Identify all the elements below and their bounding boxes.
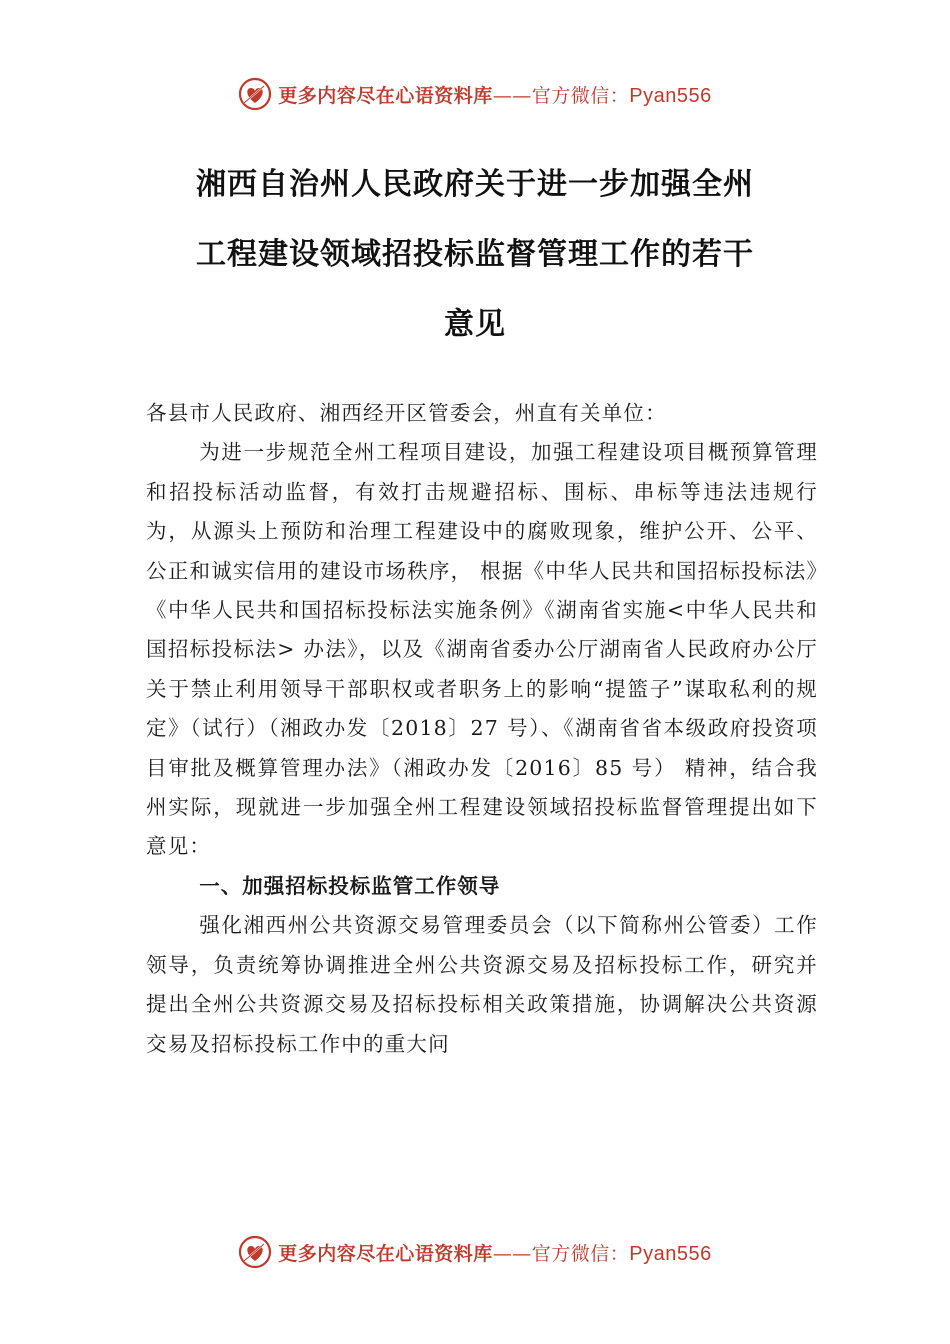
watermark-wechat-id: Pyan556: [629, 1242, 712, 1265]
watermark-label: 官方微信：: [531, 84, 630, 107]
heart-logo-icon: [238, 77, 272, 111]
watermark-text: [278, 1239, 712, 1266]
watermark-wechat-id: Pyan556: [629, 84, 712, 107]
watermark-main: 更多内容尽在心语资料库: [278, 1242, 493, 1265]
document-body: [146, 394, 818, 1064]
watermark-text: [278, 81, 712, 108]
watermark-footer: [0, 1232, 950, 1272]
paragraph-section-1: 强化湘西州公共资源交易管理委员会（以下简称州公管委）工作领导，负责统筹协调推进全州公共资源交易及招标投标工作，研究并提出全州公共资源交易及招标投标相关政策措施，协调解决公共资源交易及招标投标工作中的重大问: [146, 913, 818, 1056]
section-heading-1: 一、加强招标投标监管工作领导: [199, 873, 501, 898]
salutation: 各县市人民政府、湘西经开区管委会，州直有关单位：: [146, 401, 667, 425]
watermark-main: 更多内容尽在心语资料库: [278, 84, 493, 107]
heart-logo-icon: [238, 1235, 272, 1269]
watermark-label: 官方微信：: [531, 1242, 630, 1265]
paragraph-intro: 为进一步规范全州工程项目建设，加强工程建设项目概预算管理和招投标活动监督，有效打击规避招标、围标、串标等违法违规行为，从源头上预防和治理工程建设中的腐败现象，维护公开、公平、公正和诚实信用的建设市场秩序， 根据《中华人民共和国招标投标法》《中华人民共和国招标投标法实施条例》《湖南省实施<中华人民共和国招标投标法> 办法》，以及《湖南省委办公厅湖南省人民政府办公厅关于禁止利用领导干部职权或者职务上的影响“提篮子”谋取私利的规定》（试行）（湘政办发〔2018〕27 号）、《湖南省省本级政府投资项目审批及概算管理办法》（湘政办发〔2016〕85 号） 精神，结合我州实际，现就进一步加强全州工程建设领域招投标监督管理提出如下意见：: [146, 440, 818, 859]
document-title: [140, 150, 810, 360]
watermark-separator: ——: [492, 1242, 532, 1265]
title-line-2: 工程建设领域招投标监督管理工作的若干: [196, 237, 754, 272]
title-line-1: 湘西自治州人民政府关于进一步加强全州: [196, 167, 754, 202]
title-line-3: 意见: [444, 307, 506, 342]
watermark-separator: ——: [492, 84, 532, 107]
watermark-header: [0, 74, 950, 114]
